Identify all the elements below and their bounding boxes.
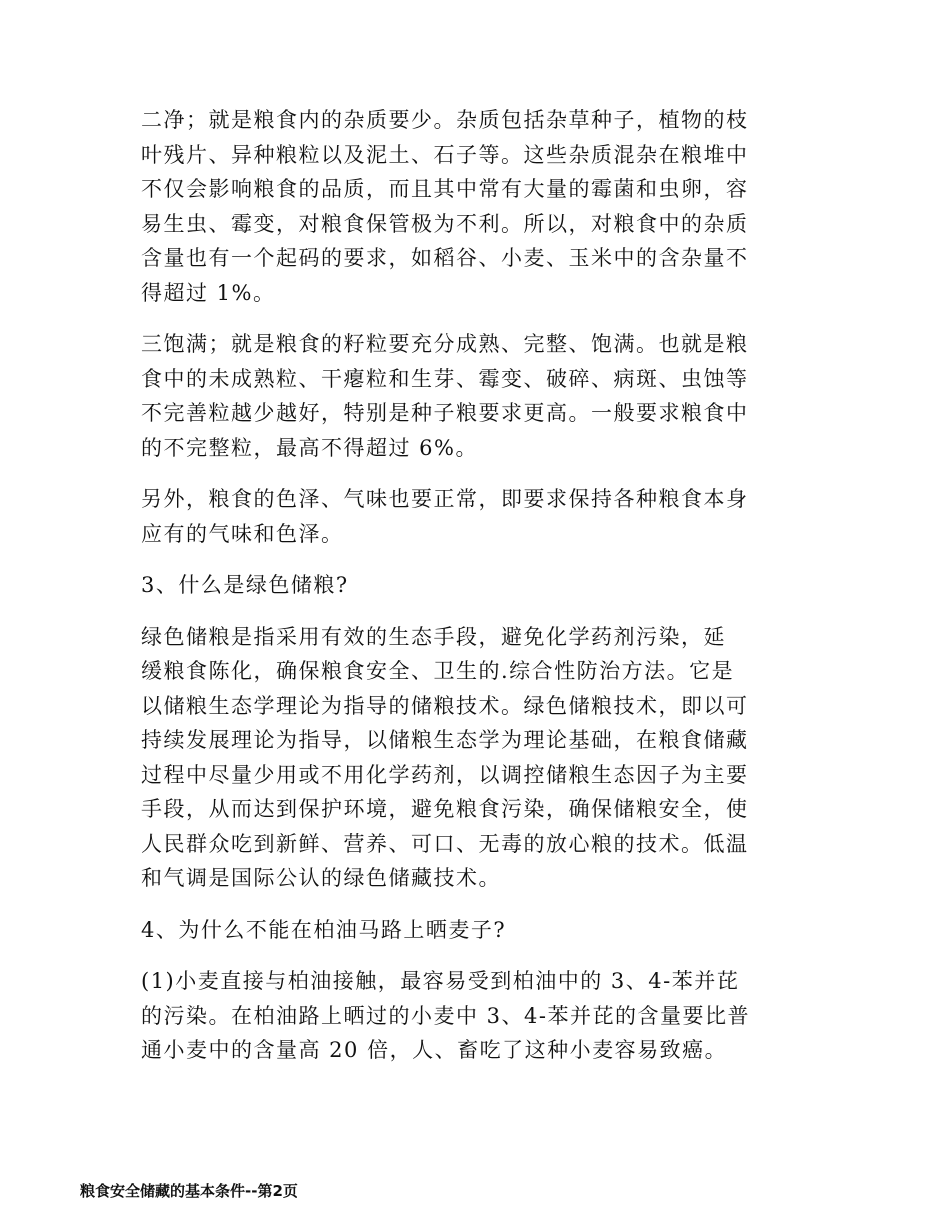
text-line: 和气调是国际公认的绿色储藏技术。 [141,866,501,890]
text-line: 手段，从而达到保护环境，避免粮食污染，确保储粮安全，使 [141,797,749,821]
text-line: 通小麦中的含量高 20 倍，人、畜吃了这种小麦容易致癌。 [141,1038,728,1062]
paragraph [141,327,813,465]
paragraph [141,620,813,896]
text-line: 绿色储粮是指采用有效的生态手段，避免化学药剂污染，延 [141,624,726,649]
text-line: 易生虫、霉变，对粮食保管极为不利。所以，对粮食中的杂质 [141,211,749,236]
paragraph [141,568,813,603]
text-line: 不完善粒越少越好，特别是种子粮要求更高。一般要求粮食中 [141,401,749,425]
text-line: 4、为什么不能在柏油马路上晒麦子? [141,917,507,942]
text-line: 缓粮食陈化，确保粮食安全、卫生的.综合性防治方法。它是 [141,659,735,683]
text-line: 过程中尽量少用或不用化学药剂，以调控储粮生态因子为主要 [141,762,749,787]
text-line: 以储粮生态学理论为指导的储粮技术。绿色储粮技术，即以可 [141,693,749,718]
text-line: 三饱满；就是粮食的籽粒要充分成熟、完整、饱满。也就是粮 [141,332,749,356]
paragraph [141,103,813,310]
document-body [141,103,813,1085]
text-line: 3、什么是绿色储粮? [141,573,349,597]
text-line: 食中的未成熟粒、干瘪粒和生芽、霉变、破碎、病斑、虫蚀等 [141,366,749,391]
text-line: 不仅会影响粮食的品质，而且其中常有大量的霉菌和虫卵，容 [141,177,749,201]
text-line: 应有的气味和色泽。 [141,521,344,546]
text-line: 得超过 1%。 [141,280,276,305]
text-line: 含量也有一个起码的要求，如稻谷、小麦、玉米中的含杂量不 [141,246,749,270]
text-line: 持续发展理论为指导，以储粮生态学为理论基础，在粮食储藏 [141,728,749,752]
paragraph [141,482,813,551]
text-line: 的污染。在柏油路上晒过的小麦中 3、4-苯并芘的含量要比普 [141,1003,750,1028]
paragraph [141,964,813,1068]
paragraph [141,913,813,948]
text-line: (1)小麦直接与柏油接触，最容易受到柏油中的 3、4-苯并芘 [141,969,740,993]
text-line: 叶残片、异种粮粒以及泥土、石子等。这些杂质混杂在粮堆中 [141,142,749,167]
text-line: 另外，粮食的色泽、气味也要正常，即要求保持各种粮食本身 [141,487,749,511]
text-line: 的不完整粒，最高不得超过 6%。 [141,435,478,460]
text-line: 二净；就是粮食内的杂质要少。杂质包括杂草种子，植物的枝 [141,108,749,132]
page-footer: 粮食安全储藏的基本条件--第2页 [80,1182,298,1200]
text-line: 人民群众吃到新鲜、营养、可口、无毒的放心粮的技术。低温 [141,831,749,856]
